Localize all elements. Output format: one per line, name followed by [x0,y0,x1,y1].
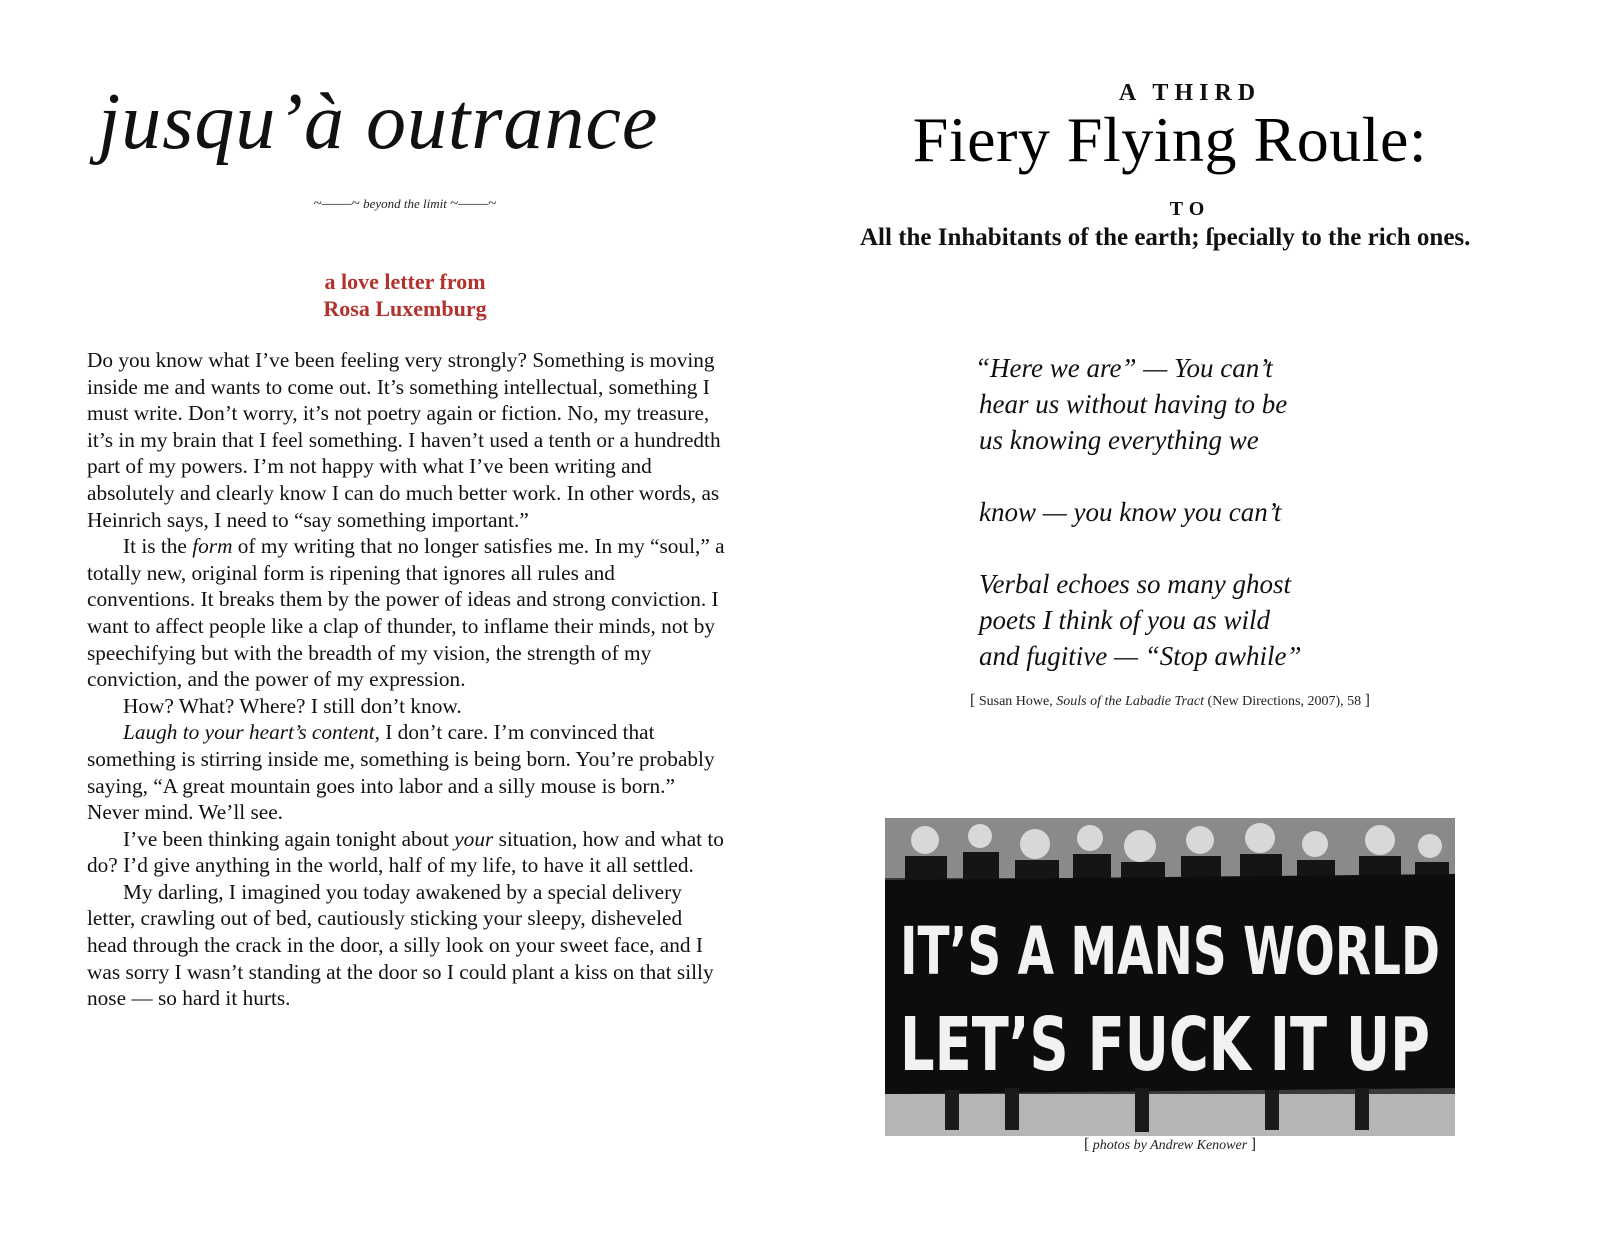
paragraph-text: It is the [123,534,193,559]
letter-paragraph-5 [87,826,727,879]
protest-photo-graphic [885,818,1455,1136]
credit-close-bracket: ] [1250,1136,1257,1153]
poem-line-2: hear us without having to be [979,389,1288,419]
citation-work: Souls of the Labadie Tract [1056,694,1205,709]
letter-paragraph-6: My darling, I imagined you today awakened by a special delivery letter, crawling out of bed, cautiously sticking your sleepy, disheveled head through the crack in the door, a silly look on your sweet face, and I was sorry I wasn’t standing at the door so I could plant a kiss on that silly nose — so hard it hurts. [87,879,714,1011]
paragraph-text: of my writing that no longer satisfies me. In my “soul,” a totally new, original form is ripening that ignores all rules and conventions. It breaks them by the power of ideas and strong conviction. I want to affect people like a clap of thunder, to inflame their minds, not by speechifying but with the breadth of my vision, the strength of my conviction, and the power of my expression. [87,534,725,692]
poem-line-7: and fugitive — “Stop awhile” [979,641,1302,671]
poem-line-6: poets I think of you as wild [979,605,1270,635]
citation-close-bracket: ] [1364,692,1370,709]
credit-open-bracket: [ [1083,1136,1090,1153]
paragraph-text: situation, how and what to do? I’d give anything in the world, half of my life, to have it all settled. [87,826,724,878]
letter-paragraph-3: How? What? Where? I still don’t know. [123,693,462,718]
banner-line-1: IT’S A MANS WORLD [900,913,1440,990]
poem-line-3: us knowing everything we [979,425,1259,455]
letter-paragraph-1: Do you know what I’ve been feeling very strongly? Something is moving inside me and wants to come out. It’s something intellectual, something I must write. Don’t worry, it’s not poetry again or fiction. No, my treasure, it’s in my brain that I feel something. I haven’t used a tenth or a hundredth part of my powers. I’m not happy with what I’ve been writing and absolutely and clearly know I can do much better work. In other words, as Heinrich says, I need to “say something important.” [87,348,721,532]
paragraph-text: I’ve been thinking again tonight about [123,826,455,851]
broadside-to: TO [1169,198,1211,220]
paragraph-emphasis: form [192,534,233,559]
poem-line-4: know — you know you can’t [979,497,1282,527]
subtitle-flourish-left: ~——~ [313,196,360,212]
letter-body [87,347,727,1012]
paragraph-emphasis: your [454,826,494,851]
broadside-subtitle: All the Inhabitants of the earth; ſpecially to the rich ones. [860,224,1471,251]
letter-heading [250,268,560,322]
banner-line-2: LET’S FUCK IT UP [900,1002,1430,1088]
letter-paragraph-2 [87,533,727,693]
poem-line-5: Verbal echoes so many ghost [979,569,1291,599]
citation-open-bracket: [ [970,692,976,709]
credit-text: photos by Andrew Kenower [1092,1138,1248,1153]
subtitle-text: beyond the limit [363,196,447,211]
poem [975,350,1395,674]
citation-author: Susan Howe, [978,694,1053,709]
subtitle-flourish-right: ~——~ [450,196,497,212]
masthead-title: jusqu’à outrance [98,78,659,166]
stanza-break [975,530,1395,566]
letter-paragraph-4 [87,719,727,825]
poem-citation [940,692,1400,710]
broadside-kicker: A THIRD [1118,80,1262,106]
paragraph-text: I don’t care. I’m convinced that something is stirring inside me, something is being born. You’re probably saying, “A great mountain goes into labor and a silly mouse is born.” Never mind. We’ll see. [87,720,715,825]
broadside-title: Fiery Flying Roule: [912,104,1428,175]
paragraph-emphasis: Laugh to your heart’s content, [123,720,380,745]
photo-credit [1040,1136,1300,1154]
heading-line-1: a love letter from [324,269,486,294]
protest-photo [885,818,1455,1136]
stanza-break [975,458,1395,494]
heading-line-2: Rosa Luxemburg [323,296,487,321]
citation-details: (New Directions, 2007), 58 [1207,694,1362,709]
poem-line-1: “Here we are” — You can’t [975,353,1273,383]
masthead-subtitle [240,196,570,213]
